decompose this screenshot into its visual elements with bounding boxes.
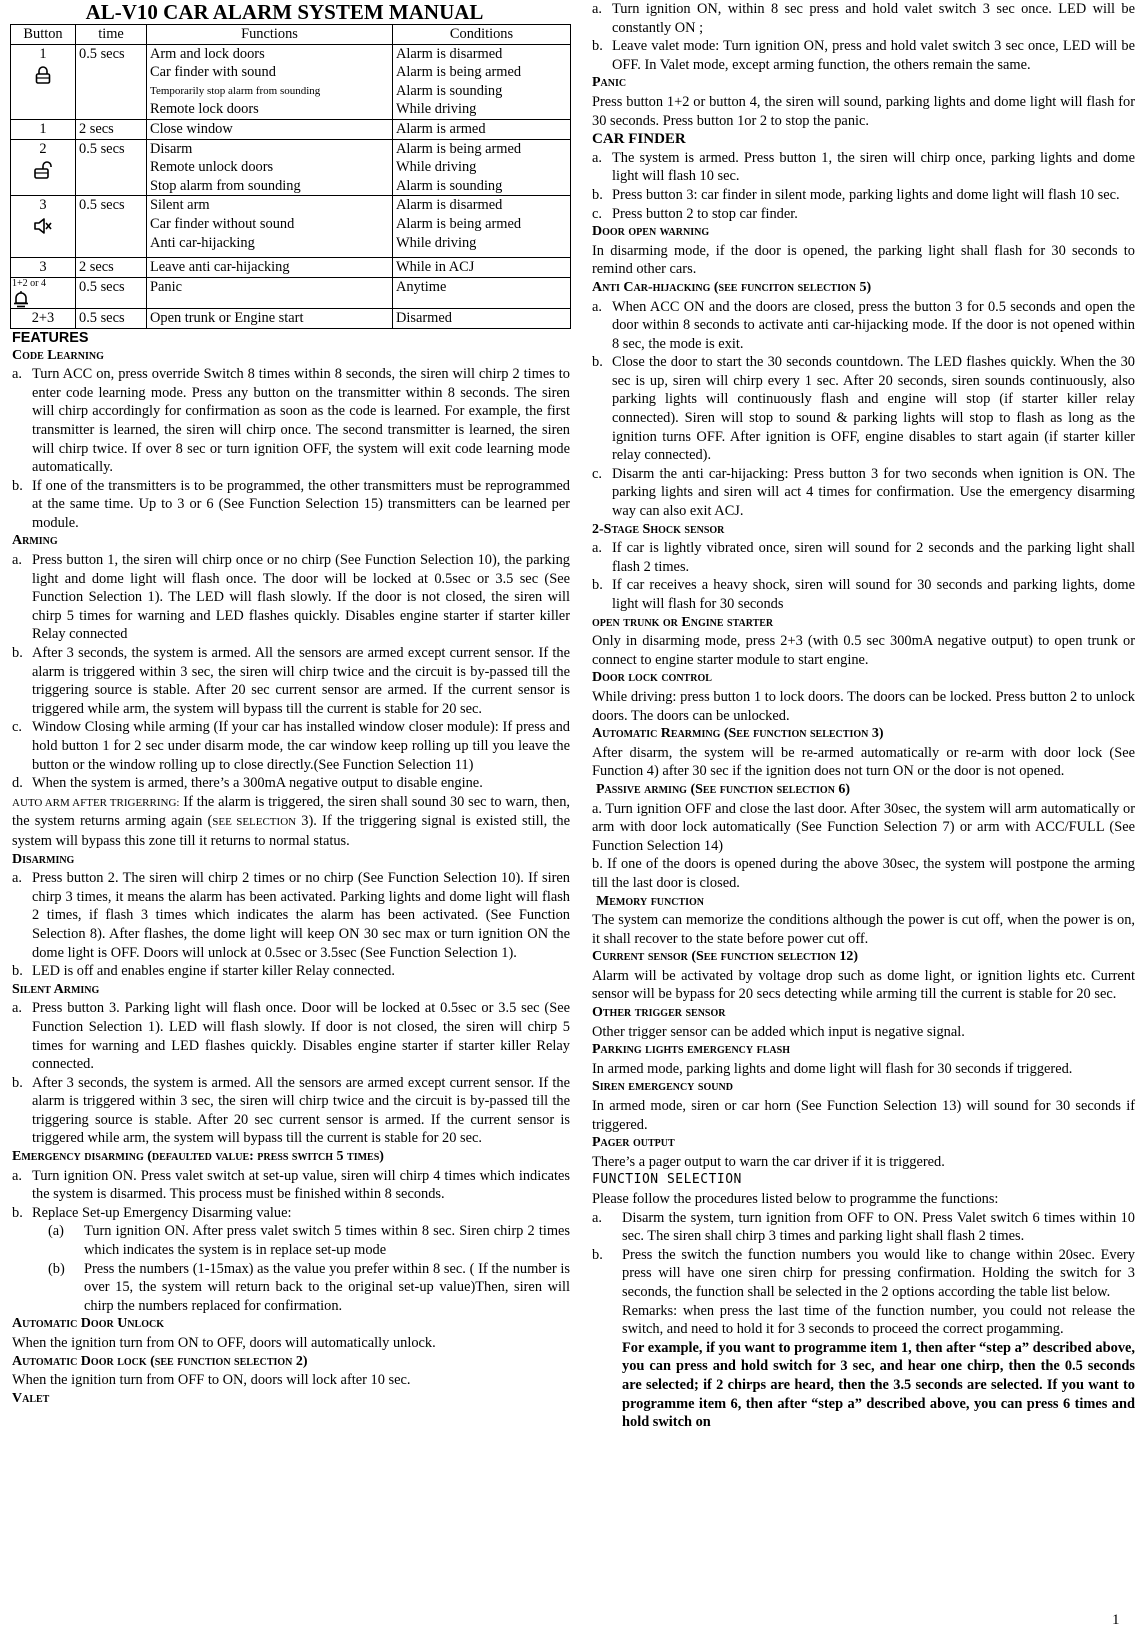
section-heading: Parking lights emergency flash [592,1042,790,1058]
auto-arm-paragraph: AUTO ARM AFTER TRIGERRING: If the alarm is triggered, the siren shall sound 30 sec to warn, then, the system returns arming again (SEE SELECTION 3). If the triggering signal is existed still, the system will bypass this zone till it returns to normal status. [12,793,570,849]
table-row [11,277,571,308]
list-item: a. When ACC ON and the doors are closed, press the button 3 for 0.5 seconds and open the door within 8 seconds to activate anti car-hijacking mode. If the door is not opened within 8 sec, the mode is exit. [592,298,1135,352]
section-heading: Memory function [596,893,705,909]
list-item: a. Turn ignition ON, within 8 sec press and hold valet switch 3 sec once. LED will be constantly ON ; [592,1,1135,36]
list-item: b. If car receives a heavy shock, siren will sound for 30 seconds and parking lights, dome light will flash for 30 seconds [592,577,1135,612]
section-heading: Anti Car-hijacking (see funciton selection 5) [592,279,872,295]
function-text: Car finder without sound [150,215,295,232]
paragraph: a. Turn ignition OFF and close the last door. After 30sec, the system will arm automatically or arm with door lock automatically (See Function Selection 7) or arm with ACC/FULL (See Function Selection 14) [592,800,1135,854]
condition-text: Alarm is being armed [396,140,522,157]
conditions-cell: Disarmed [393,308,571,328]
table-header-row [11,25,571,45]
list-item: a. If car is lightly vibrated once, siren will sound for 2 seconds and the parking light shall flash 2 times. [592,540,1135,575]
list-item: d. When the system is armed, there’s a 300mA negative output to disable engine. [12,775,483,792]
paragraph: When the ignition turn from ON to OFF, doors will automatically unlock. [12,1335,436,1351]
list-item: c. Window Closing while arming (If your car has installed window closer module): If press and hold button 1 for 2 sec under disarm mode, the car window keep rolling up till you leave the button or the window rolling up to close directly.(See Function Selection 11) [12,719,570,773]
list-item: b. If one of the transmitters is to be programmed, the other transmitters must be reprogrammed at the same time. Up to 3 or 6 (See Function Selection 15) transmitters can be learned per module. [12,477,570,531]
function-text: Remote unlock doors [150,159,274,176]
functions-cell [147,196,393,258]
list-item: a. Press button 1, the siren will chirp once or no chirp (See Function Selection 10), the parking light and dome light will flash once. The door will be locked at 0.5sec or 3.5 sec (See Function Selection 1). The LED will flash slowly. If the door is not closed, the siren will chirp 5 times for warning and LED flashes quickly. Disables engine starter if starter killer Relay connected [12,552,570,643]
functions-cell [147,44,393,119]
list-item: b. Replace Set-up Emergency Disarming value: [12,1204,292,1221]
panic-bell-icon [13,290,29,308]
paragraph: b. If one of the doors is opened during the above 30sec, the system will postpone the arming till the last door is closed. [592,856,1135,891]
table-row [11,308,571,328]
section-heading: Current sensor (See function selection 12) [592,949,858,965]
step-b-text: Press the switch the function numbers you would like to change within 20sec. Every press will have one siren chirp for pressing confirmation. Holding the switch for 3 seconds, the function shall be selected in the 2 options according the table list below. [622,1246,1135,1300]
remarks-text: Remarks: when press the last time of the function number, you could not release the switch, and need to hold it for 3 seconds to proceed the correct progamming. [622,1302,1135,1338]
paragraph: Other trigger sensor can be added which input is negative signal. [592,1023,965,1040]
function-text: Disarm [150,140,193,157]
paragraph: In armed mode, parking lights and dome light will flash for 30 seconds if triggered. [592,1060,1073,1077]
header-functions: Functions [147,25,393,45]
list-item: c. Disarm the anti car-hijacking: Press button 3 for two seconds when ignition is ON. The parking lights and siren will act 4 times for confirmation. Use the emergency disarming way can also exit ACJ. [592,465,1135,520]
paragraph: When the ignition turn from OFF to ON, doors will lock after 10 sec. [12,1372,411,1389]
section-heading: Automatic Rearming (See function selection 3) [592,726,884,742]
conditions-cell: While in ACJ [393,258,571,278]
lock-icon [35,65,51,85]
conditions-cell [393,196,571,258]
button-number: 1 [39,45,47,62]
functions-cell: Close window [147,119,393,139]
time-cell: 0.5 secs [76,277,147,308]
list-item: b. LED is off and enables engine if starter killer Relay connected. [12,963,395,980]
list-item: b. Press button 3: car finder in silent mode, parking lights and dome light will flash 10 sec. [592,186,1120,203]
table-row [11,196,571,258]
button-cell [11,196,76,258]
list-item: a. Press button 2. The siren will chirp 2 times or no chirp (See Function Selection 10). If siren chirp 3 times, it means the alarm has been activated. Parking lights and dome light will flash 2 times, if flash 3 times which indicates the alarm has been activated. (See Function Selection 8). After flashes, the dome light will keep ON 30 sec max or turn ignition ON the dome light is OFF. Doors will unlock at 0.5sec or 3.5sec (See Function Selection 1). [12,870,570,961]
section-heading: Other trigger sensor [592,1005,726,1021]
list-item: c. Press button 2 to stop car finder. [592,205,798,222]
left-column [12,0,570,1408]
section-heading: Automatic Door lock (see function selection 2) [12,1353,308,1369]
condition-text: Alarm is disarmed [396,197,503,214]
condition-text: Alarm is being armed [396,215,522,232]
condition-text: While driving [396,234,477,251]
time-cell: 0.5 secs [76,44,147,119]
button-cell [11,277,76,308]
functions-cell: Leave anti car-hijacking [147,258,393,278]
list-item: b. Leave valet mode: Turn ignition ON, press and hold valet switch 3 sec once, LED will be OFF. In Valet mode, except arming function, the others remain the same. [592,38,1135,73]
page-number: 1 [1112,1612,1120,1628]
conditions-cell [393,139,571,196]
condition-text: While driving [396,159,477,176]
list-item: a. The system is armed. Press button 1, the siren will chirp once, parking lights and dome light will flash 10 sec. [592,149,1135,185]
button-cell: 1 [11,119,76,139]
section-heading: Panic [592,75,627,91]
section-heading: Door lock control [592,670,712,686]
functions-cell: Open trunk or Engine start [147,308,393,328]
header-time: time [76,25,147,45]
functions-cell: Panic [147,277,393,308]
function-text: Temporarily stop alarm from sounding [150,84,321,97]
button-number: 1+2 or 4 [12,277,46,289]
function-text: Stop alarm from sounding [150,177,301,194]
paragraph: Alarm will be activated by voltage drop such as dome light, or ignition lights etc. Current sensor will be bypass for 20 secs detecting while arming till the current is stable for 20 sec. [592,967,1135,1003]
section-heading: Siren emergency sound [592,1079,733,1095]
time-cell: 0.5 secs [76,308,147,328]
list-item: a. Turn ignition ON. Press valet switch at set-up value, siren will chirp 4 times which indicates the system is disarmed. This process must be finished within 8 seconds. [12,1167,570,1203]
section-heading: Code Learning [12,347,104,363]
list-item: a. Disarm the system, turn ignition from OFF to ON. Press Valet switch 6 times within 10 sec. The siren shall chirp 3 times and parking light shall flash 2 times. [592,1209,1135,1245]
button-function-table [10,24,571,329]
paragraph: There’s a pager output to warn the car driver if it is triggered. [592,1153,945,1170]
features-heading: FEATURES [12,329,89,346]
function-text: Silent arm [150,197,210,214]
page-title: AL-V10 CAR ALARM SYSTEM MANUAL [85,0,484,24]
paragraph: After disarm, the system will be re-armed automatically or re-arm with door lock (See Function 4) after 30 sec if the ignition does not turn ON or the door is not opened. [592,744,1135,780]
paragraph: In armed mode, siren or car horn (See Function Selection 13) will sound for 30 seconds if triggered. [592,1098,1135,1133]
function-text: Anti car-hijacking [150,234,255,251]
button-number: 2 [39,140,47,157]
paragraph: In disarming mode, if the door is opened, the parking light shall flash for 30 seconds to remind other cars. [592,242,1135,278]
section-heading: Disarming [12,851,75,867]
sub-list-item: (a) Turn ignition ON. After press valet switch 5 times within 8 sec. Siren chirp 2 times which indicates the system is in replace set-up mode [48,1223,570,1259]
button-cell [11,44,76,119]
table-row [11,44,571,119]
section-heading: Emergency disarming (defaulted value: press switch 5 times) [12,1149,384,1165]
table-row [11,139,571,196]
table-row [11,258,571,278]
paragraph: Only in disarming mode, press 2+3 (with 0.5 sec 300mA negative output) to open trunk or connect to engine starter module to start engine. [592,633,1135,668]
list-item: a. Turn ACC on, press override Switch 8 times within 8 seconds, the siren will chirp 2 times to enter code learning mode. Press any button on the transmitter within 8 seconds. The siren will chirp accordingly for confirmation as soon as the code is learned. For example, the first transmitter is learned, the siren will chirp once. The second transmitter is learned, the siren will chirp twice. If over 8 sec or turn ignition OFF, the system will exit code learning mode automatically. [12,366,570,476]
list-item: a. Press button 3. Parking light will flash once. Door will be locked at 0.5sec or 3.5 sec (See Function Selection 1). LED will flash slowly. If door is not closed, the siren will chirp 5 times for warning and LED flashes quickly. Disables engine starter if starter killer Relay connected. [12,1000,570,1073]
list-item: b. Close the door to start the 30 seconds countdown. The LED flashes quickly. When the 30 sec is up, siren will chirp every 1 sec. After 20 seconds, siren sounds continuously, also parking lights will continuously flash and engine will stop (if starter killer relay connected). Siren will stop to sound & parking lights will stop to flash as long as the ignition turns OFF. After ignition is OFF, engine disables to start again (if starter killer relay connected). [592,354,1135,464]
list-item: b. After 3 seconds, the system is armed. All the sensors are armed except current sensor. If the alarm is triggered within 3 sec, the siren will chirp twice and the circuit is by-passed till the triggering source is stable. After 20 sec current sensor are armed. If the current sensor is triggered while arm, the system will bypass till the current is stable for 20 sec. [12,645,570,717]
section-heading: Automatic Door Unlock [12,1316,164,1332]
button-cell [11,139,76,196]
paragraph: Please follow the procedures listed below to programme the functions: [592,1191,999,1207]
section-heading: 2-Stage Shock sensor [592,521,725,537]
unlock-icon [34,160,52,180]
time-cell: 0.5 secs [76,139,147,196]
paragraph: The system can memorize the conditions although the power is cut off, when the power is on, it shall recover to the state before power cut off. [592,912,1135,947]
function-text: Remote lock doors [150,101,259,118]
section-heading: Arming [12,533,58,549]
example-text: For example, if you want to programme item 1, then after “step a” described above, you can press and hold switch for 3 sec, and hear one chirp, then the 0.5 seconds are selected; if 2 chirps are heard, then the 3.5 seconds are selected. If you want to programme item 6, then after “step a” described above, you can press 6 times and hold switch on [622,1339,1135,1431]
condition-text: While driving [396,101,477,118]
conditions-cell: Anytime [393,277,571,308]
time-cell: 2 secs [76,258,147,278]
section-heading: CAR FINDER [592,131,686,148]
right-column [592,0,1135,1432]
condition-text: Alarm is sounding [396,177,503,194]
paragraph: Press button 1+2 or button 4, the siren will sound, parking lights and dome light will flash for 30 seconds. Press button 1or 2 to stop the panic. [592,93,1135,129]
section-heading: Door open warning [592,224,710,240]
header-button: Button [11,25,76,45]
condition-text: Alarm is disarmed [396,45,503,62]
section-heading: Pager output [592,1135,675,1151]
list-item: b. Press the switch the function numbers you would like to change within 20sec. Every press will have one siren chirp for pressing confirmation. Holding the switch for 3 seconds, the function shall be selected in the 2 options according the table list below. Remarks: when press the last time of the function number, you could not release the switch, and need to hold it for 3 seconds to proceed the correct progamming. For example, if you want to programme item 1, then after “step a” described above, you can press and hold switch for 3 sec, and hear one chirp, then the 0.5 seconds are selected; if 2 chirps are heard, then the 3.5 seconds are selected. If you want to programme item 6, then after “step a” described above, you can press 6 times and hold switch on [592,1246,1135,1431]
section-heading: Silent Arming [12,981,100,997]
list-item: b. After 3 seconds, the system is armed. All the sensors are armed except current sensor. If the alarm is triggered within 3 sec, the siren will chirp twice and the circuit is by-passed till the triggering source is stable. After 20 sec current sensor is armed. If the current sensor is triggered while arm, the system will bypass till the current is stable for 20 sec. [12,1074,570,1147]
function-text: Arm and lock doors [150,45,265,62]
table-row [11,119,571,139]
time-cell: 2 secs [76,119,147,139]
sub-list-item: (b) Press the numbers (1-15max) as the value you prefer within 8 sec. ( If the number is over 15, the system will return back to the original set-up value)Then, siren will chirp the numbers replaced for confirmation. [48,1260,570,1314]
condition-text: Alarm is being armed [396,64,522,81]
conditions-cell [393,44,571,119]
functions-cell [147,139,393,196]
conditions-cell: Alarm is armed [393,119,571,139]
button-cell: 3 [11,258,76,278]
paragraph: While driving: press button 1 to lock doors. The doors can be locked. Press button 2 to unlock doors. The doors can be unlocked. [592,688,1135,724]
button-number: 3 [39,197,47,214]
mute-speaker-icon [33,217,53,235]
time-cell: 0.5 secs [76,196,147,258]
section-heading: open trunk or Engine starter [592,614,774,630]
section-heading: Valet [12,1390,50,1406]
function-selection-heading: FUNCTION SELECTION [592,1172,742,1188]
header-conditions: Conditions [393,25,571,45]
section-heading: Passive arming (See function selection 6) [596,781,851,797]
condition-text: Alarm is sounding [396,82,503,99]
button-cell: 2+3 [11,308,76,328]
function-text: Car finder with sound [150,64,276,81]
